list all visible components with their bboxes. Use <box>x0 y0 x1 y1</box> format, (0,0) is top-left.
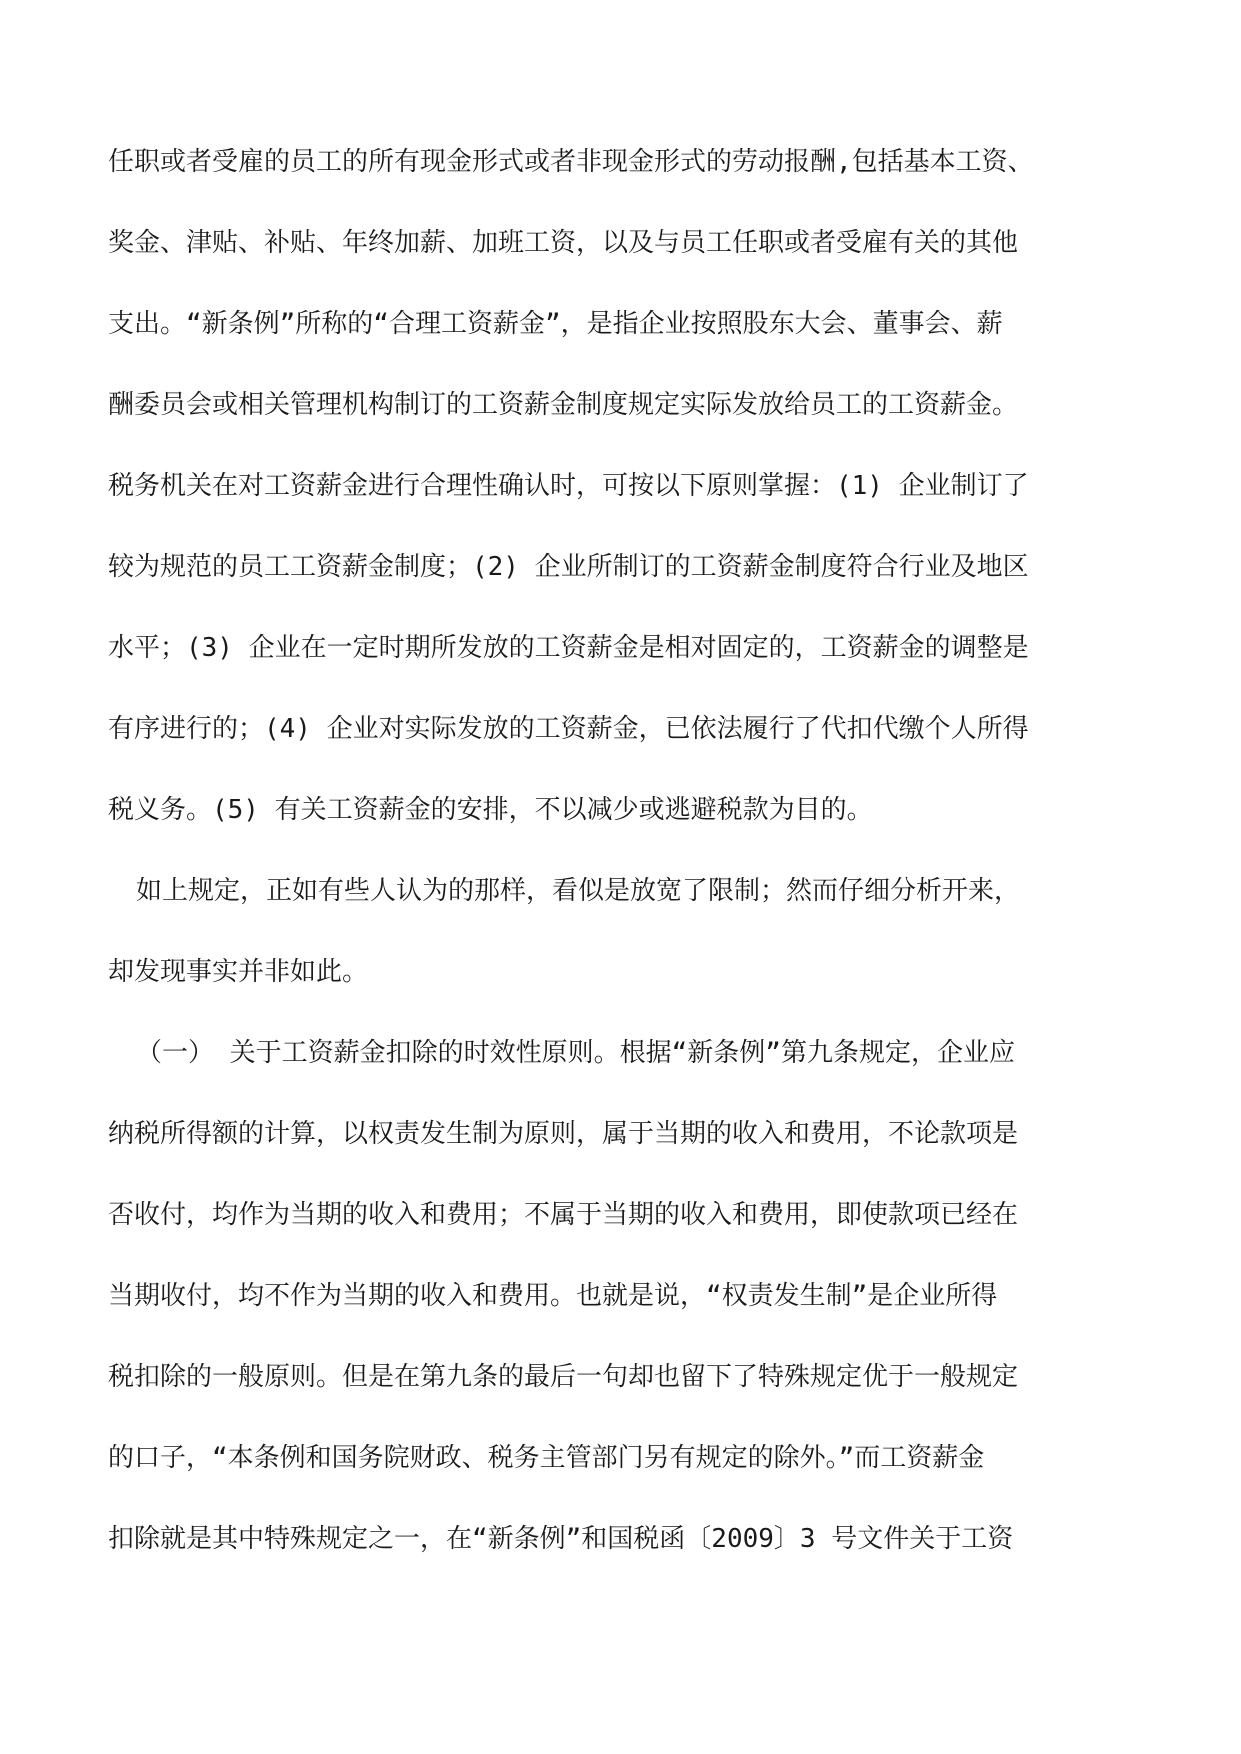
text-line: 扣除就是其中特殊规定之一，在“新条例”和国税函〔2009〕3 号文件关于工资 <box>108 1524 1014 1554</box>
section-heading-line: （一） 关于工资薪金扣除的时效性原则。根据“新条例”第九条规定，企业应 <box>136 1038 1015 1068</box>
text-line: 有序进行的；(4) 企业对实际发放的工资薪金，已依法履行了代扣代缴个人所得 <box>108 714 1029 744</box>
text-line: 奖金、津贴、补贴、年终加薪、加班工资，以及与员工任职或者受雇有关的其他 <box>108 228 1019 258</box>
text-line: 水平；(3) 企业在一定时期所发放的工资薪金是相对固定的，工资薪金的调整是 <box>108 633 1029 663</box>
text-line: 税扣除的一般原则。但是在第九条的最后一句却也留下了特殊规定优于一般规定 <box>108 1362 1019 1392</box>
paragraph-start-line: 如上规定，正如有些人认为的那样，看似是放宽了限制；然而仔细分析开来， <box>136 876 1021 906</box>
text-line: 却发现事实并非如此。 <box>108 957 369 987</box>
text-line: 当期收付，均不作为当期的收入和费用。也就是说，“权责发生制”是企业所得 <box>108 1281 998 1311</box>
text-line: 纳税所得额的计算，以权责发生制为原则，属于当期的收入和费用，不论款项是 <box>108 1119 1019 1149</box>
text-line: 酬委员会或相关管理机构制订的工资薪金制度规定实际发放给员工的工资薪金。 <box>108 390 1019 420</box>
text-line: 任职或者受雇的员工的所有现金形式或者非现金形式的劳动报酬,包括基本工资、 <box>108 147 1034 177</box>
text-line: 税义务。(5) 有关工资薪金的安排，不以减少或逃避税款为目的。 <box>108 795 873 825</box>
text-line: 税务机关在对工资薪金进行合理性确认时，可按以下原则掌握：(1) 企业制订了 <box>108 471 1029 501</box>
text-line: 的口子，“本条例和国务院财政、税务主管部门另有规定的除外。”而工资薪金 <box>108 1443 985 1473</box>
text-line: 支出。“新条例”所称的“合理工资薪金”，是指企业按照股东大会、董事会、薪 <box>108 309 1003 339</box>
text-line: 较为规范的员工工资薪金制度；(2) 企业所制订的工资薪金制度符合行业及地区 <box>108 552 1029 582</box>
text-line: 否收付，均作为当期的收入和费用；不属于当期的收入和费用，即使款项已经在 <box>108 1200 1019 1230</box>
body-text <box>108 148 1138 1606</box>
